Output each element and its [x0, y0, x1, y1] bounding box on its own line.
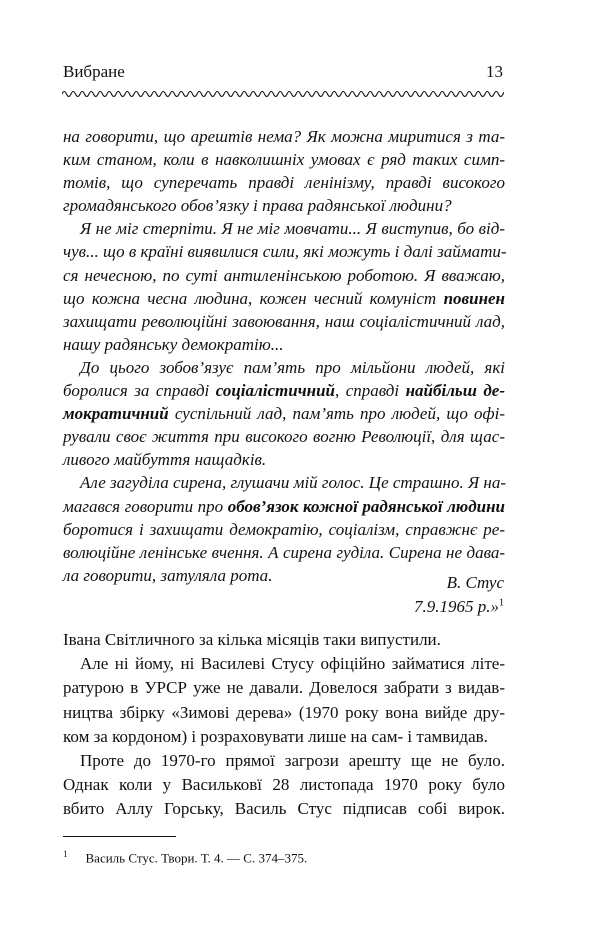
body-line: ком за кордоном) і розраховувати лише на сам- і тамвидав. — [63, 726, 488, 746]
quote-line: рували своє життя при високого вогню Революції, для щас- — [63, 427, 505, 447]
body-line: Івана Світличного за кілька місяців таки випустили. — [63, 630, 441, 649]
body-text — [63, 628, 505, 822]
quote-fragment: , справді — [334, 381, 406, 401]
quote-emphasis: соціалістичний — [215, 381, 335, 401]
quote-emphasis: повинен — [443, 288, 505, 308]
quote-emphasis: найбільш де- — [405, 381, 505, 401]
quote-line: ливого майбуття нащадків. — [63, 450, 267, 470]
body-line: ництва збірку «Зимові дерева» (1970 року вона вийде дру- — [63, 702, 505, 722]
signature-author: В. Стус — [446, 573, 504, 592]
footnote-reference: 1 — [499, 597, 504, 609]
quote-emphasis: мократичний — [63, 404, 169, 424]
quote-line — [63, 287, 505, 310]
quote-line: на говорити, що арештів нема? Як можна миритися з та- — [63, 127, 505, 146]
quote-fragment: що кожна чесна людина, кожен чесний комуніст — [63, 288, 444, 308]
footnote-mark: 1 — [63, 849, 68, 859]
quote-fragment: магався говорити про — [63, 496, 228, 516]
quote-line: томів, що суперечать правді ленінізму, правді високого — [63, 173, 505, 193]
quote-line: боротися і захищати демократію, соціалізм, справжнє ре- — [63, 519, 505, 539]
quote-line: Я не міг стерпіти. Я не міг мовчати... Я виступив, бо від- — [80, 219, 505, 239]
quote-line: ким станом, коли в навколишніх умовах є ряд таких симп- — [63, 150, 505, 170]
body-line: Однак коли у Васильковї 28 листопада 1970 року було — [63, 775, 505, 795]
quote-line: громадянського обов’язку і права радянської людини? — [63, 196, 452, 216]
running-header — [63, 62, 503, 86]
wavy-rule-ornament — [62, 87, 504, 101]
quote-line: До цього зобов’язує пам’ять про мільйони людей, які — [80, 357, 505, 377]
quote-line: захищати революційні завоювання, наш соціалістичний лад, — [63, 311, 505, 331]
footnote-text: Василь Стус. Твори. Т. 4. — С. 374–375. — [85, 850, 308, 866]
body-line: Проте до 1970-го прямої загрози арешту ще не було. — [80, 751, 505, 771]
footnote-divider — [63, 836, 176, 837]
quote-line: Але загуділа сирена, глушачи мій голос. Це страшно. Я на- — [80, 473, 506, 493]
quote-line — [63, 495, 505, 518]
quote-line: чув... що в країні виявилися сили, які можуть і далі займати- — [63, 242, 507, 262]
page-number: 13 — [486, 62, 503, 81]
running-title: Вибране — [63, 62, 125, 81]
body-line: вбито Аллу Горську, Василь Стус підписав собі вирок. — [63, 799, 505, 819]
quoted-letter — [63, 125, 505, 587]
quote-line — [63, 402, 505, 425]
footnote — [63, 849, 307, 866]
quote-fragment: боролися за справді — [63, 381, 216, 401]
quote-line: нашу радянську демократію... — [63, 334, 284, 354]
signature-date — [414, 597, 504, 617]
quote-fragment: суспільний лад, пам’ять про людей, що офі- — [168, 404, 505, 424]
quote-line — [63, 379, 505, 402]
body-line: Але ні йому, ні Василеві Стусу офіційно займатися літе- — [80, 654, 505, 674]
signature-date-text: 7.9.1965 р.» — [414, 597, 499, 616]
quote-line: ла говорити, затуляла рота. — [63, 565, 273, 585]
quote-line: ся нечесною, по суті антиленінською роботою. Я вважаю, — [63, 265, 505, 285]
quote-emphasis: обов’язок кожної радянської людини — [227, 496, 505, 516]
quote-line: волюційне ленінське вчення. А сирена гуділа. Сирена не дава- — [63, 542, 505, 562]
body-line: ратурою в УРСР уже не давали. Довелося забрати з видав- — [63, 678, 505, 698]
